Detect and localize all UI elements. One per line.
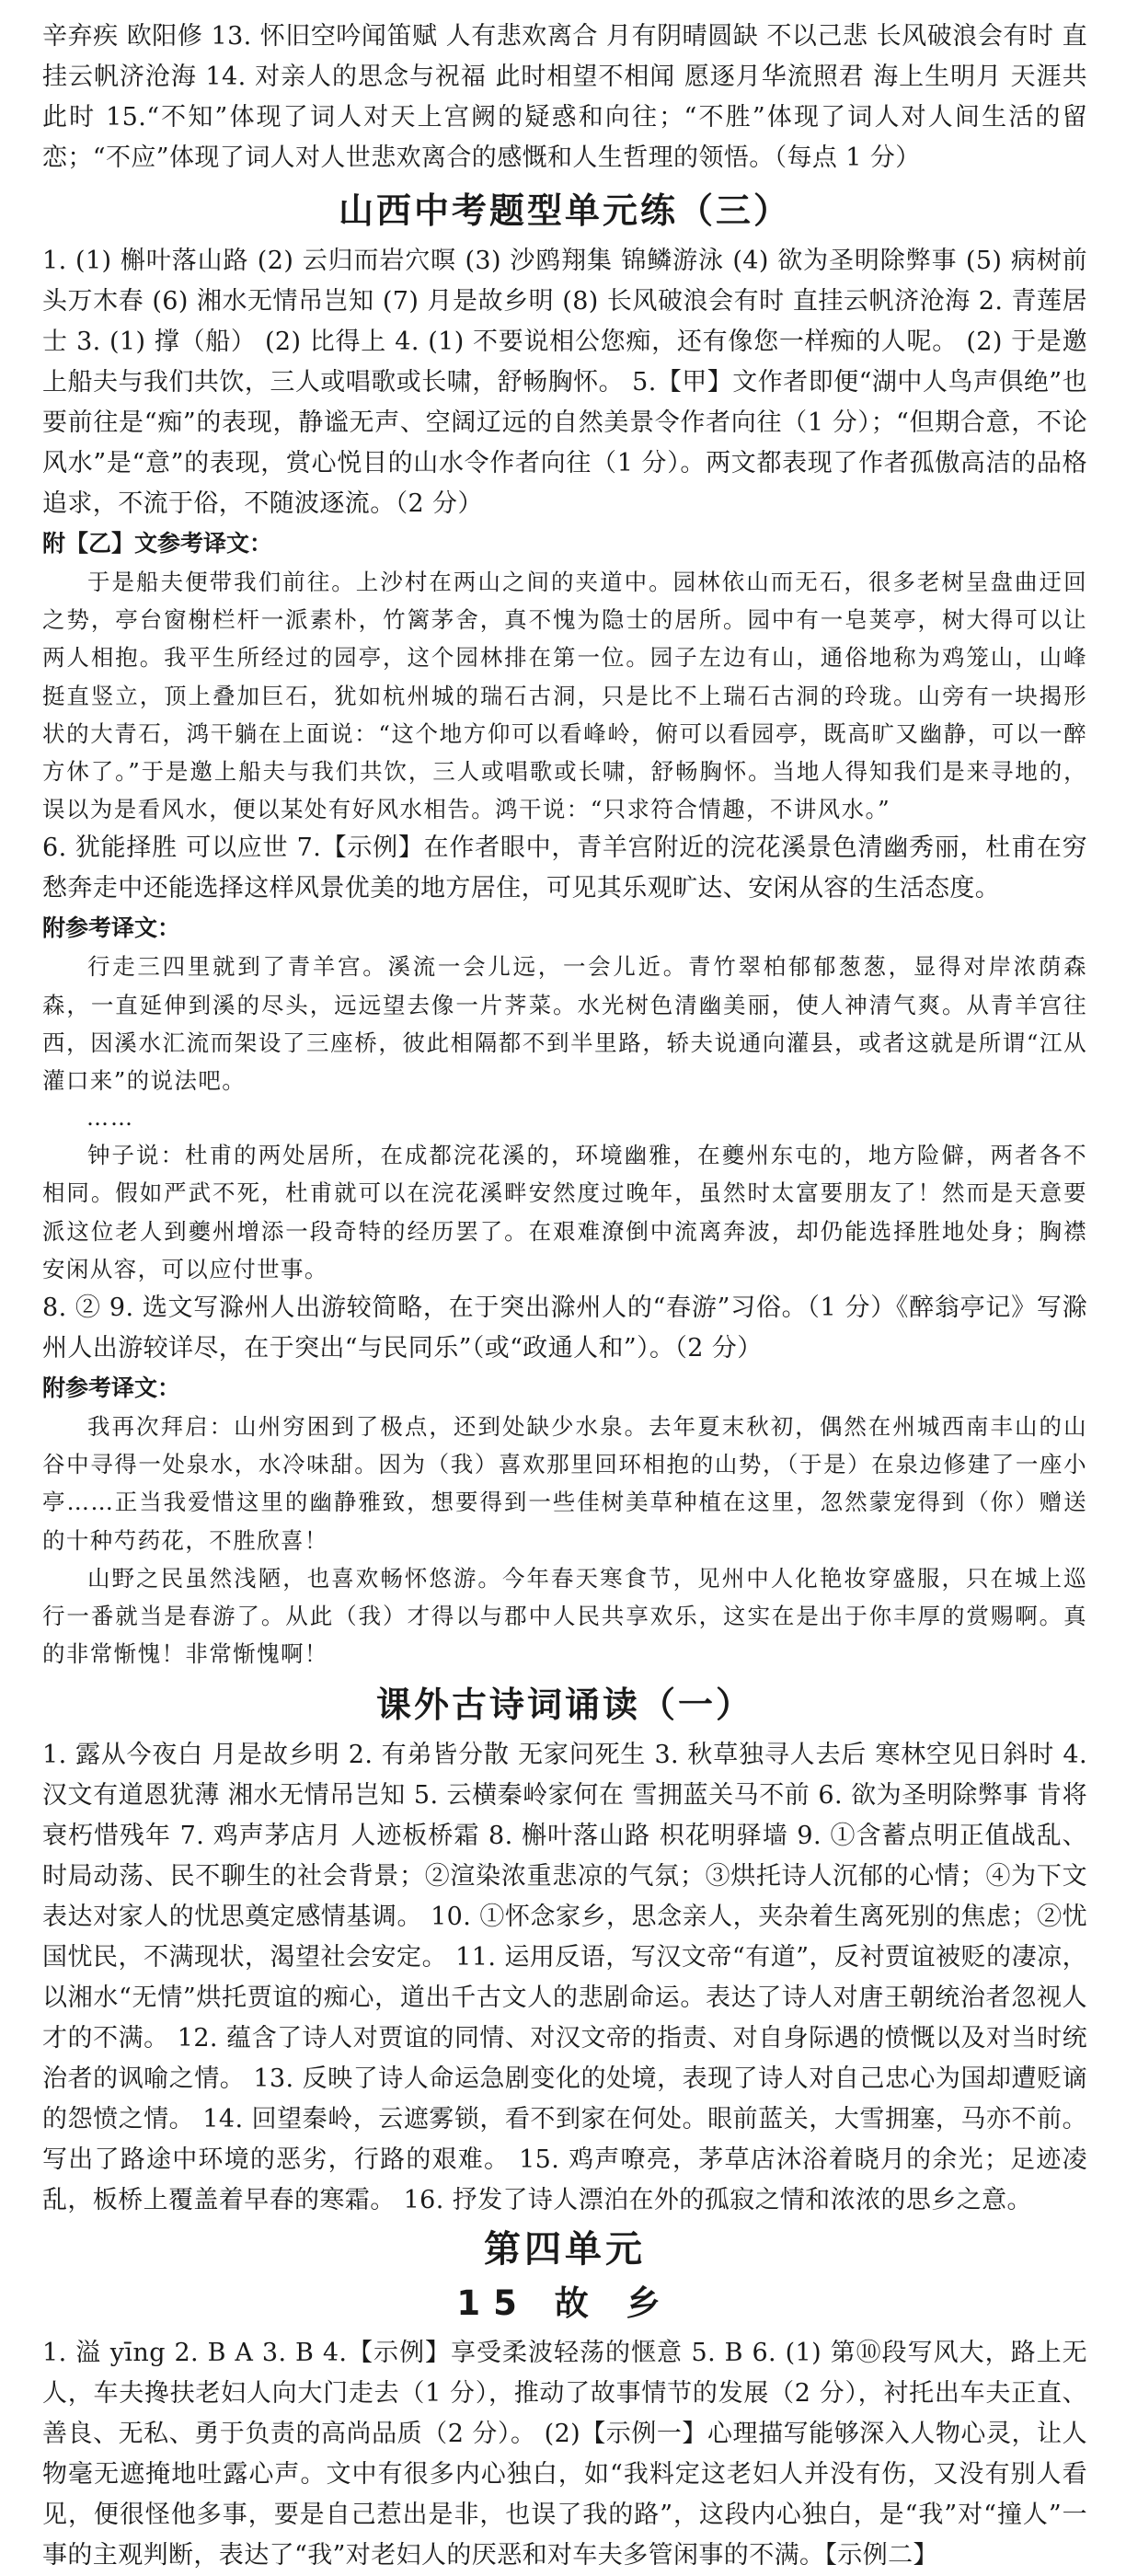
unit-title: 第四单元 — [484, 2228, 646, 2271]
translation-heading-3: 附参考译文： — [42, 1374, 181, 1402]
translation-qingyang-b: 钟子说：杜甫的两处居所，在成都浣花溪的，环境幽雅，在夔州东屯的，地方险僻，两者各不相同。假如严武不死，杜甫就可以在浣花溪畔安然度过晚年，虽然时太富要朋友了！然而是天意要派这位老人到夔州增添一段奇特的经历罢了。在艰难潦倒中流离奔波，却仍能选择胜地处身；胸襟安闲从容，可以应付世事。 — [42, 1142, 1087, 1282]
translation-chuzhou-a: 我再次拜启：山州穷困到了极点，还到处缺少水泉。去年夏末秋初，偶然在州城西南丰山的山谷中寻得一处泉水，水冷味甜。因为（我）喜欢那里回环相抱的山势，（于是）在泉边修建了一座小亭……正当我爱惜这里的幽静雅致，想要得到一些佳树美草种植在这里，忽然蒙宠得到（你）赠送的十种芍药花，不胜欣喜！ — [42, 1413, 1087, 1554]
answer-block-intro: 辛弃疾 欧阳修 13. 怀旧空吟闻笛赋 人有悲欢离合 月有阴晴圆缺 不以己悲 长风破浪会有时 直挂云帆济沧海 14. 对亲人的思念与祝福 此时相望不相闻 愿逐月华流照君 海上生明月 天涯共此时 15.“不知”体现了词人对天上宫阙的疑惑和向往；“不胜”体现了词人对人间生活的留恋；“不应”体现了词人对人世悲欢离合的感慨和人生哲理的领悟。（每点 1 分） — [42, 22, 1087, 172]
answer-block-lesson-15: 1. 溢 yīng 2. B A 3. B 4.【示例】享受柔波轻荡的惬意 5. B 6. (1) 第⑩段写风大，路上无人，车夫搀扶老妇人向大门走去（1 分），推动了故事情节的发展（2 分），衬托出车夫正直、善良、无私、勇于负责的高尚品质（2 分）。 (2)【示例一】心理描写能够深入人物心灵，让人物毫无遮掩地吐露心声。文中有很多内心独白，如“我料定这老妇人并没有伤，又没有别人看见，便很怪他多事，要是自己惹出是非，也误了我的路”，这段内心独白，是“我”对“撞人”一事的主观判断，表达了“我”对老妇人的厌恶和对车夫多管闲事的不满。【示例二】 — [42, 2339, 1087, 2570]
section-title-extra-poems-1: 课外古诗词诵读（一） — [375, 1685, 753, 1726]
translation-heading-2: 附参考译文： — [42, 914, 181, 942]
translation-ellipsis: …… — [86, 1105, 134, 1132]
translation-qingyang-a: 行走三四里就到了青羊宫。溪流一会儿远，一会儿近。青竹翠柏郁郁葱葱，显得对岸浓荫森森，一直延伸到溪的尽头，远远望去像一片荠菜。水光树色清幽美丽，使人神清气爽。从青羊宫往西，因溪水汇流而架设了三座桥，彼此相隔都不到半里路，轿夫说通向灌县，或者这就是所谓“江从灌口来”的说法吧。 — [42, 953, 1087, 1095]
page — [42, 17, 1087, 2576]
translation-chuzhou-b: 山野之民虽然浅陋，也喜欢畅怀悠游。今年春天寒食节，见州中人化艳妆穿盛服，只在城上巡行一番就当是春游了。从此（我）才得以与郡中人民共享欢乐，这实在是出于你丰厚的赏赐啊。真的非常惭愧！非常惭愧啊！ — [42, 1564, 1087, 1668]
lesson-title: 15 故 乡 — [456, 2283, 673, 2324]
answer-block-8-9: 8. ② 9. 选文写滁州人出游较简略，在于突出滁州人的“春游”习俗。（1 分）《醉翁亭记》写滁州人出游较详尽，在于突出“与民同乐”（或“政通人和”）。（2 分） — [42, 1294, 1087, 1363]
answer-block-6-7: 6. 犹能择胜 可以应世 7.【示例】在作者眼中，青羊宫附近的浣花溪景色清幽秀丽，杜甫在穷愁奔走中还能选择这样风景优美的地方居住，可见其乐观旷达、安闲从容的生活态度。 — [42, 834, 1087, 903]
translation-heading-yi: 附【乙】文参考译文： — [42, 530, 273, 557]
section-title-unit-practice-3: 山西中考题型单元练（三） — [338, 190, 791, 231]
answer-block-1-5: 1. (1) 槲叶落山路 (2) 云归而岩穴暝 (3) 沙鸥翔集 锦鳞游泳 (4) 欲为圣明除弊事 (5) 病树前头万木春 (6) 湘水无情吊岂知 (7) 月是故乡明 (8) 长风破浪会有时 直挂云帆济沧海 2. 青莲居士 3. (1) 撑（船） (2) 比得上 4. (1) 不要说相公您痴，还有像您一样痴的人呢。 (2) 于是邀上船夫与我们共饮，三人或唱歌或长啸，舒畅胸怀。 5.【甲】文作者即便“湖中人鸟声俱绝”也要前往是“痴”的表现，静谧无声、空阔辽远的自然美景令作者向往（1 分）；“但期合意，不论风水”是“意”的表现，赏心悦目的山水令作者向往（1 分）。两文都表现了作者孤傲高洁的品格追求，不流于俗，不随波逐流。（2 分） — [42, 247, 1087, 518]
answer-block-poems: 1. 露从今夜白 月是故乡明 2. 有弟皆分散 无家问死生 3. 秋草独寻人去后 寒林空见日斜时 4. 汉文有道恩犹薄 湘水无情吊岂知 5. 云横秦岭家何在 雪拥蓝关马不前 6. 欲为圣明除弊事 肯将衰朽惜残年 7. 鸡声茅店月 人迹板桥霜 8. 槲叶落山路 枳花明驿墙 9. ①含蓄点明正值战乱、时局动荡、民不聊生的社会背景；②渲染浓重悲凉的气氛；③烘托诗人沉郁的心情；④为下文表达对家人的忧思奠定感情基调。 10. ①怀念家乡，思念亲人，夹杂着生离死别的焦虑；②忧国忧民，不满现状，渴望社会安定。 11. 运用反语，写汉文帝“有道”，反衬贾谊被贬的凄凉，以湘水“无情”烘托贾谊的痴心，道出千古文人的悲剧命运。表达了诗人对唐王朝统治者忽视人才的不满。 12. 蕴含了诗人对贾谊的同情、对汉文帝的指责、对自身际遇的愤慨以及对当时统治者的讽喻之情。 13. 反映了诗人命运急剧变化的处境，表现了诗人对自己忠心为国却遭贬谪的怨愤之情。 14. 回望秦岭，云遮雾锁，看不到家在何处。眼前蓝关，大雪拥塞，马亦不前。写出了路途中环境的恶劣，行路的艰难。 15. 鸡声嘹亮，茅草店沐浴着晓月的余光；足迹凌乱，板桥上覆盖着早春的寒霜。 16. 抒发了诗人漂泊在外的孤寂之情和浓浓的思乡之意。 — [42, 1741, 1087, 2215]
translation-yi: 于是船夫便带我们前往。上沙村在两山之间的夹道中。园林依山而无石，很多老树呈盘曲迂回之势，亭台窗榭栏杆一派素朴，竹篱茅舍，真不愧为隐士的居所。园中有一皂荚亭，树大得可以让两人相抱。我平生所经过的园亭，这个园林排在第一位。园子左边有山，通俗地称为鸡笼山，山峰挺直竖立，顶上叠加巨石，犹如杭州城的瑞石古洞，只是比不上瑞石古洞的玲珑。山旁有一块揭形状的大青石，鸿干躺在上面说：“这个地方仰可以看峰岭，俯可以看园亭，既高旷又幽静，可以一醉方休了。”于是邀上船夫与我们共饮，三人或唱歌或长啸，舒畅胸怀。当地人得知我们是来寻地的，误以为是看风水，便以某处有好风水相告。鸿干说：“只求符合情趣，不讲风水。” — [42, 569, 1087, 823]
